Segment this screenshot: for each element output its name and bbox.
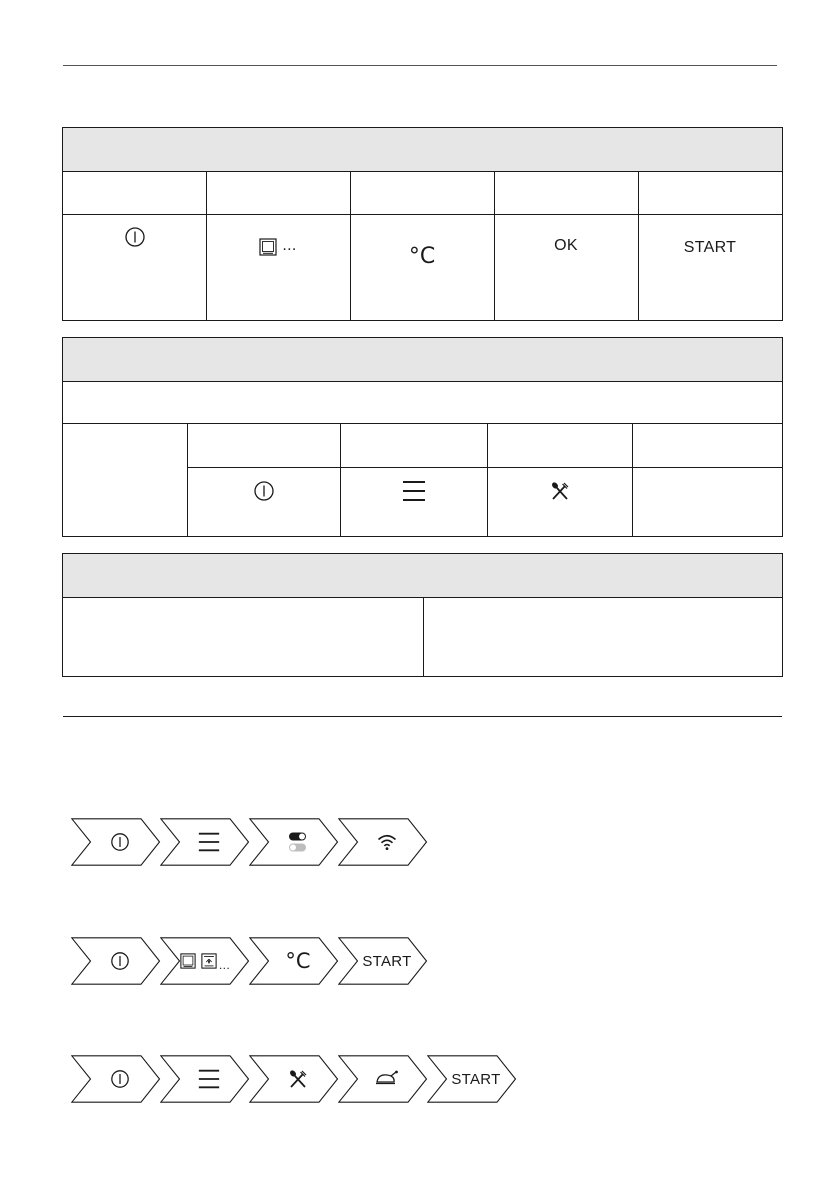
table-2-cell-power bbox=[187, 480, 340, 502]
oven-icon bbox=[180, 953, 196, 969]
dish-icon bbox=[375, 1070, 399, 1088]
step-chevron bbox=[338, 937, 428, 985]
step-chevron bbox=[338, 1055, 428, 1103]
table-1-row-divider bbox=[63, 214, 782, 215]
ellipsis: ... bbox=[219, 958, 230, 972]
power-icon bbox=[124, 226, 146, 248]
step-chevron bbox=[160, 937, 250, 985]
table-1-cell-start bbox=[638, 239, 782, 257]
menu-icon bbox=[197, 831, 221, 853]
table-2-cell-cutlery bbox=[487, 481, 632, 501]
celsius-label: °C bbox=[408, 244, 436, 269]
table-1-header bbox=[63, 128, 782, 172]
sequence-2 bbox=[71, 937, 441, 985]
table-2-cell-menu bbox=[340, 480, 487, 502]
power-icon bbox=[110, 951, 130, 971]
start-label: START bbox=[451, 1070, 501, 1088]
table-3-col-divider bbox=[423, 598, 424, 676]
sequence-1 bbox=[71, 818, 441, 866]
wifi-icon bbox=[377, 833, 397, 851]
table-3-header bbox=[63, 554, 782, 598]
menu-icon bbox=[401, 480, 427, 502]
step-chevron bbox=[249, 1055, 339, 1103]
table-2-col-divider bbox=[632, 423, 633, 536]
table-3 bbox=[62, 553, 783, 677]
top-rule bbox=[63, 65, 777, 66]
table-2-col-divider bbox=[487, 423, 488, 536]
table-2-row-divider bbox=[63, 423, 782, 424]
ellipsis: ... bbox=[282, 237, 297, 254]
fan-oven-icon bbox=[201, 953, 217, 969]
power-icon bbox=[110, 1069, 130, 1089]
step-chevron bbox=[71, 937, 161, 985]
table-1-cell-temperature bbox=[350, 246, 494, 268]
step-chevron bbox=[71, 1055, 161, 1103]
table-1-cell-ok bbox=[494, 237, 638, 255]
cutlery-icon bbox=[550, 481, 570, 501]
oven-icon bbox=[259, 238, 277, 256]
step-chevron bbox=[160, 1055, 250, 1103]
table-1 bbox=[62, 127, 783, 321]
step-chevron bbox=[160, 818, 250, 866]
step-chevron bbox=[249, 937, 339, 985]
table-2 bbox=[62, 337, 783, 537]
section-rule bbox=[63, 716, 782, 717]
cutlery-icon bbox=[288, 1069, 308, 1089]
step-chevron bbox=[249, 818, 339, 866]
celsius-label: °C bbox=[285, 948, 311, 973]
table-2-header bbox=[63, 338, 782, 382]
toggle-icon bbox=[288, 831, 308, 853]
table-1-cell-function bbox=[206, 238, 350, 256]
start-label: START bbox=[362, 952, 412, 970]
start-label: START bbox=[683, 239, 737, 256]
step-chevron bbox=[71, 818, 161, 866]
table-1-cell-power bbox=[63, 226, 206, 248]
step-chevron bbox=[338, 818, 428, 866]
step-chevron bbox=[427, 1055, 517, 1103]
table-2-row-divider bbox=[187, 467, 782, 468]
menu-icon bbox=[197, 1068, 221, 1090]
power-icon bbox=[110, 832, 130, 852]
power-icon bbox=[253, 480, 275, 502]
ok-label: OK bbox=[554, 237, 578, 254]
sequence-3 bbox=[71, 1055, 531, 1103]
